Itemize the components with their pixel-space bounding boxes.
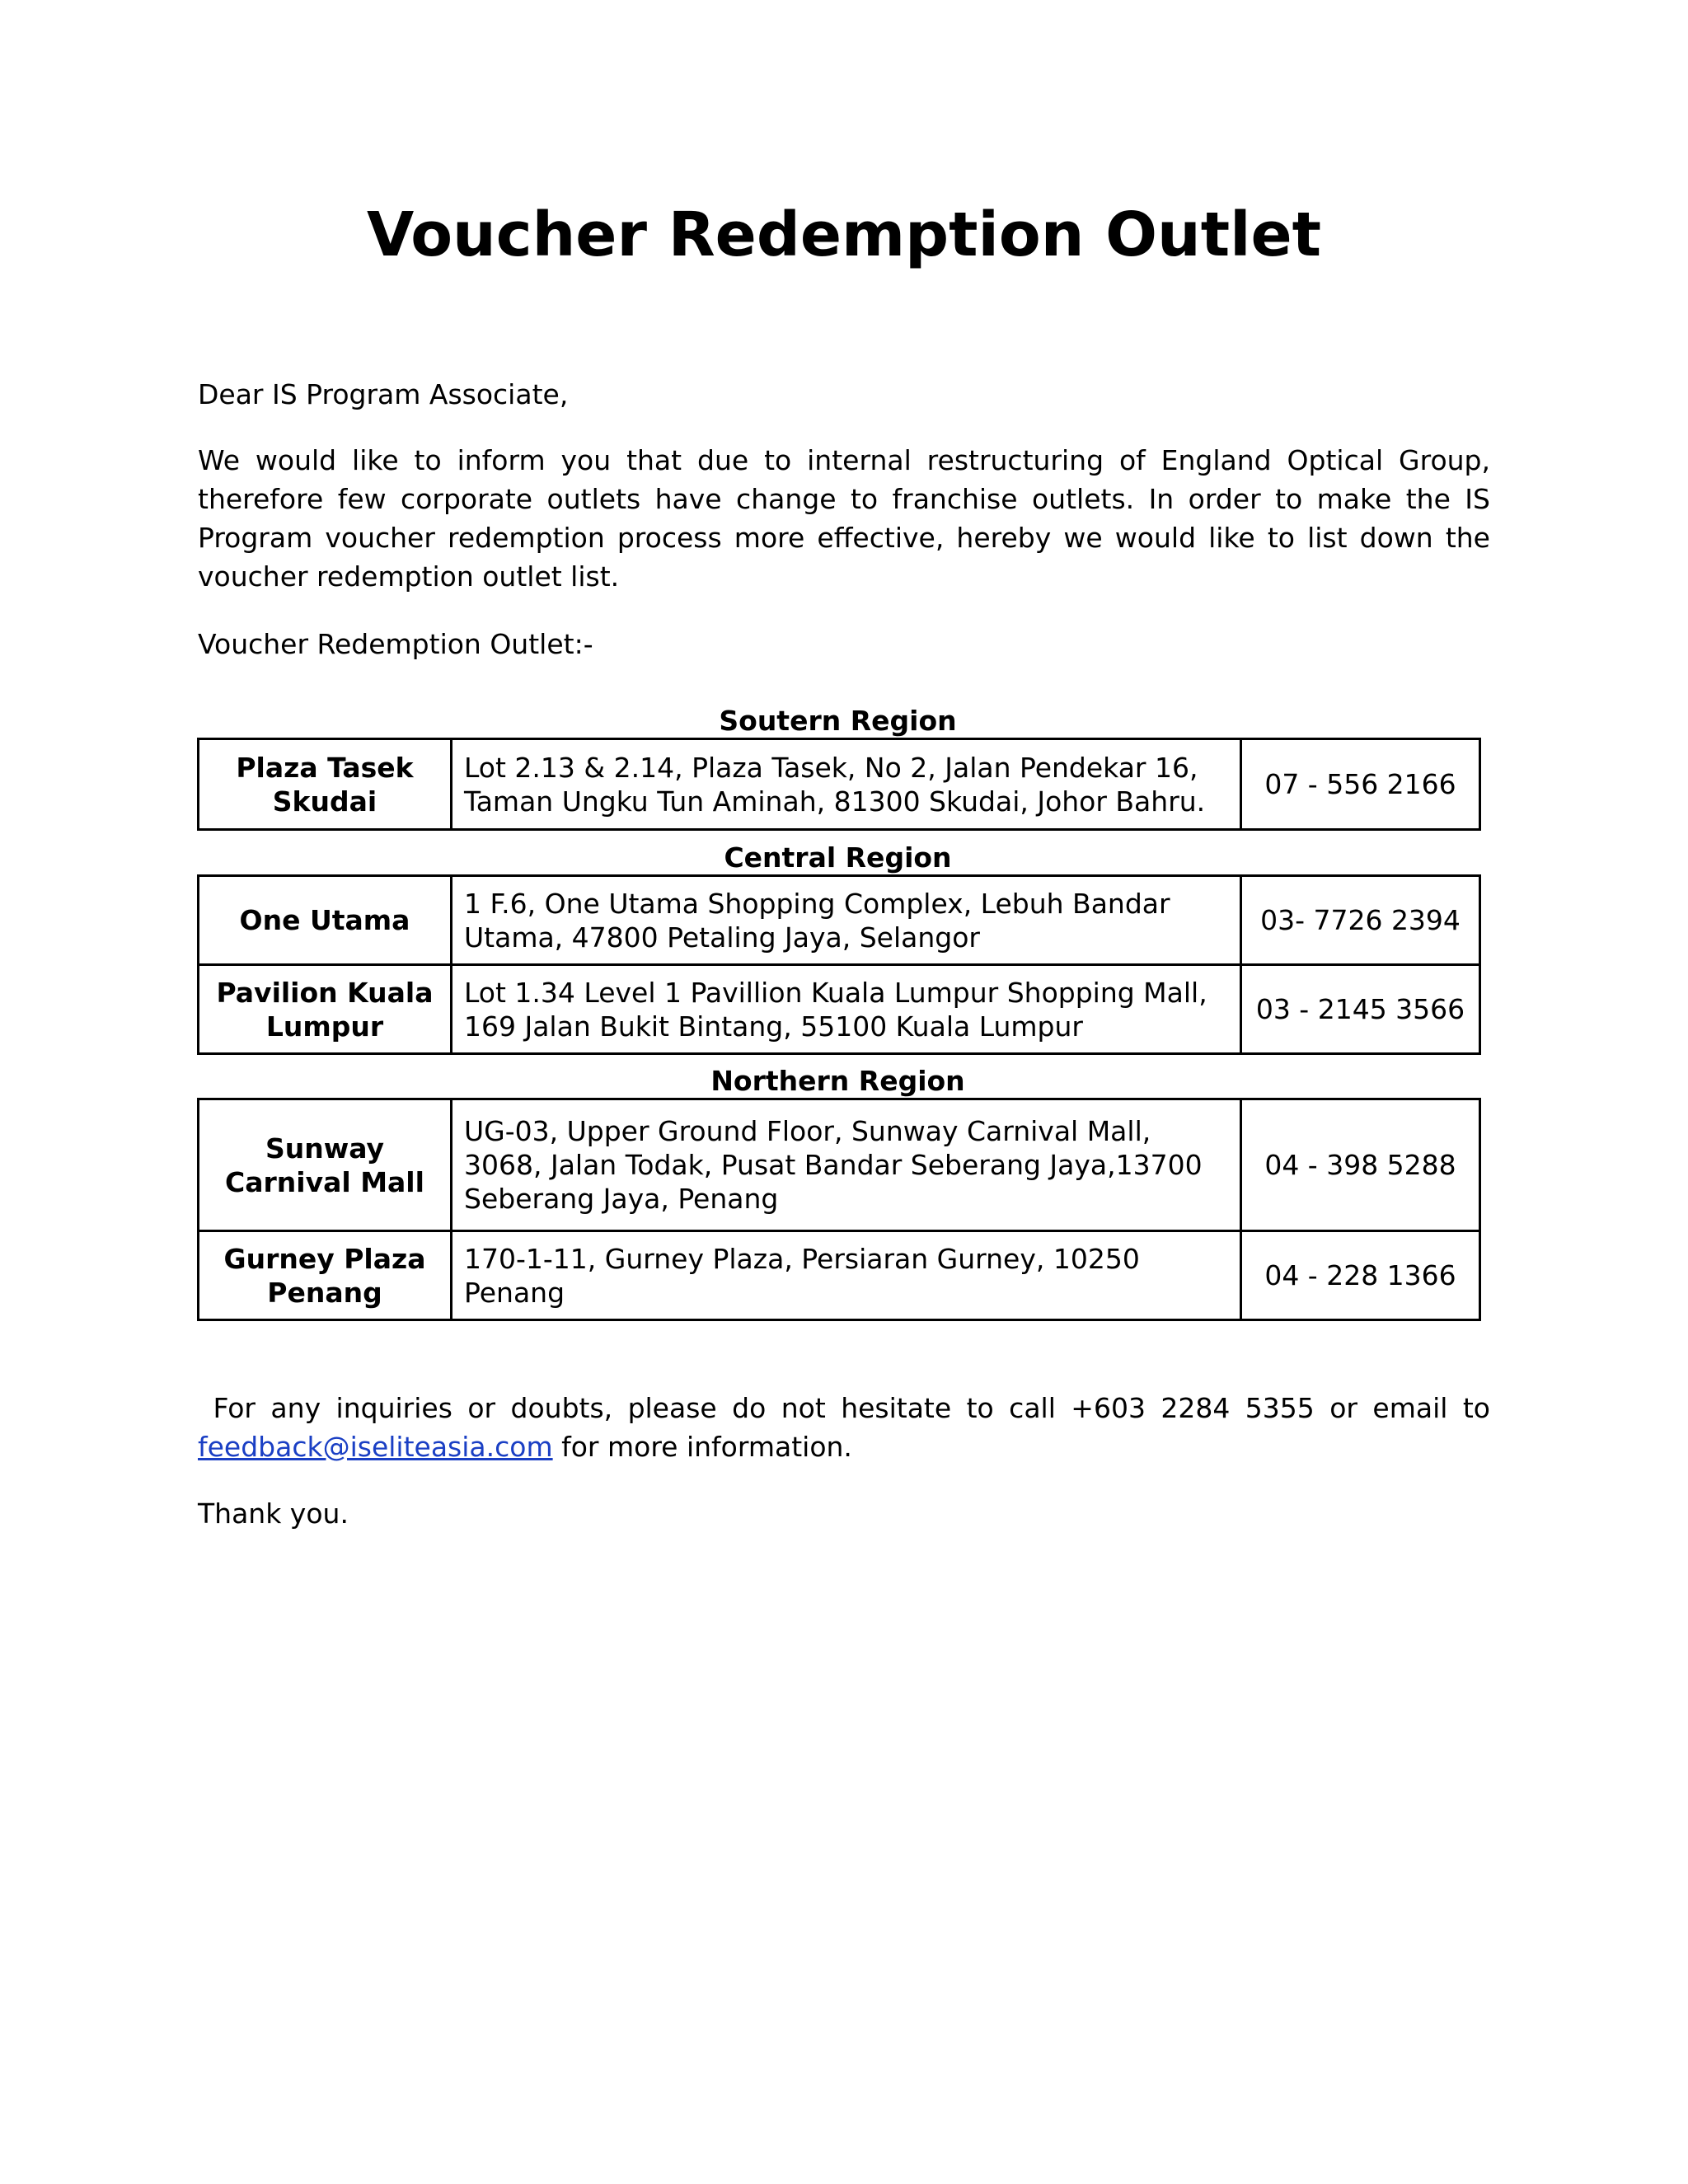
intro-paragraph: We would like to inform you that due to internal restructuring of England Optical Group, therefore few corporate outlets have change to franchise outlets. In order to make the IS Program voucher redemption process more effective, hereby we would like to list down the voucher redemption outlet list. [198, 444, 1490, 593]
outlet-name: Sunway Carnival Mall [199, 1099, 452, 1231]
outlet-address: Lot 2.13 & 2.14, Plaza Tasek, No 2, Jalan Pendekar 16, Taman Ungku Tun Aminah, 81300 Skudai, Johor Bahru. [452, 739, 1241, 830]
outlet-address: 1 F.6, One Utama Shopping Complex, Lebuh Bandar Utama, 47800 Petaling Jaya, Selangor [452, 876, 1241, 965]
feedback-email-link[interactable]: feedback@iseliteasia.com [198, 1431, 553, 1463]
table-row [199, 965, 1480, 1054]
table-row [199, 1099, 1480, 1231]
page-title: Voucher Redemption Outlet [366, 199, 1322, 270]
region-heading-central: Central Region [724, 841, 952, 874]
closing-text-end: for more information. [561, 1431, 852, 1463]
table-row [199, 1231, 1480, 1320]
sign-off: Thank you. [198, 1497, 349, 1530]
outlet-phone: 03 - 2145 3566 [1241, 965, 1480, 1054]
outlet-address: 170-1-11, Gurney Plaza, Persiaran Gurney, 10250 Penang [452, 1231, 1241, 1320]
outlet-table-southern [197, 738, 1481, 831]
closing-paragraph [198, 1389, 1490, 1466]
outlet-phone: 04 - 398 5288 [1241, 1099, 1480, 1231]
outlet-name: One Utama [199, 876, 452, 965]
outlet-name: Pavilion Kuala Lumpur [199, 965, 452, 1054]
outlet-list-intro: Voucher Redemption Outlet:- [198, 628, 593, 660]
table-row [199, 739, 1480, 830]
outlet-phone: 04 - 228 1366 [1241, 1231, 1480, 1320]
outlet-address: UG-03, Upper Ground Floor, Sunway Carnival Mall, 3068, Jalan Todak, Pusat Bandar Seberang Jaya,13700 Seberang Jaya, Penang [452, 1099, 1241, 1231]
table-row [199, 876, 1480, 965]
outlet-phone: 07 - 556 2166 [1241, 739, 1480, 830]
salutation: Dear IS Program Associate, [198, 378, 569, 410]
outlet-name: Gurney Plaza Penang [199, 1231, 452, 1320]
outlet-phone: 03- 7726 2394 [1241, 876, 1480, 965]
region-heading-southern: Soutern Region [719, 705, 957, 737]
region-heading-northern: Northern Region [710, 1065, 965, 1097]
closing-text: For any inquiries or doubts, please do not hesitate to call +603 2284 5355 or email to [213, 1392, 1490, 1424]
outlet-address: Lot 1.34 Level 1 Pavillion Kuala Lumpur Shopping Mall, 169 Jalan Bukit Bintang, 55100 Kuala Lumpur [452, 965, 1241, 1054]
outlet-name: Plaza Tasek Skudai [199, 739, 452, 830]
outlet-table-central [197, 874, 1481, 1055]
outlet-table-northern [197, 1098, 1481, 1321]
